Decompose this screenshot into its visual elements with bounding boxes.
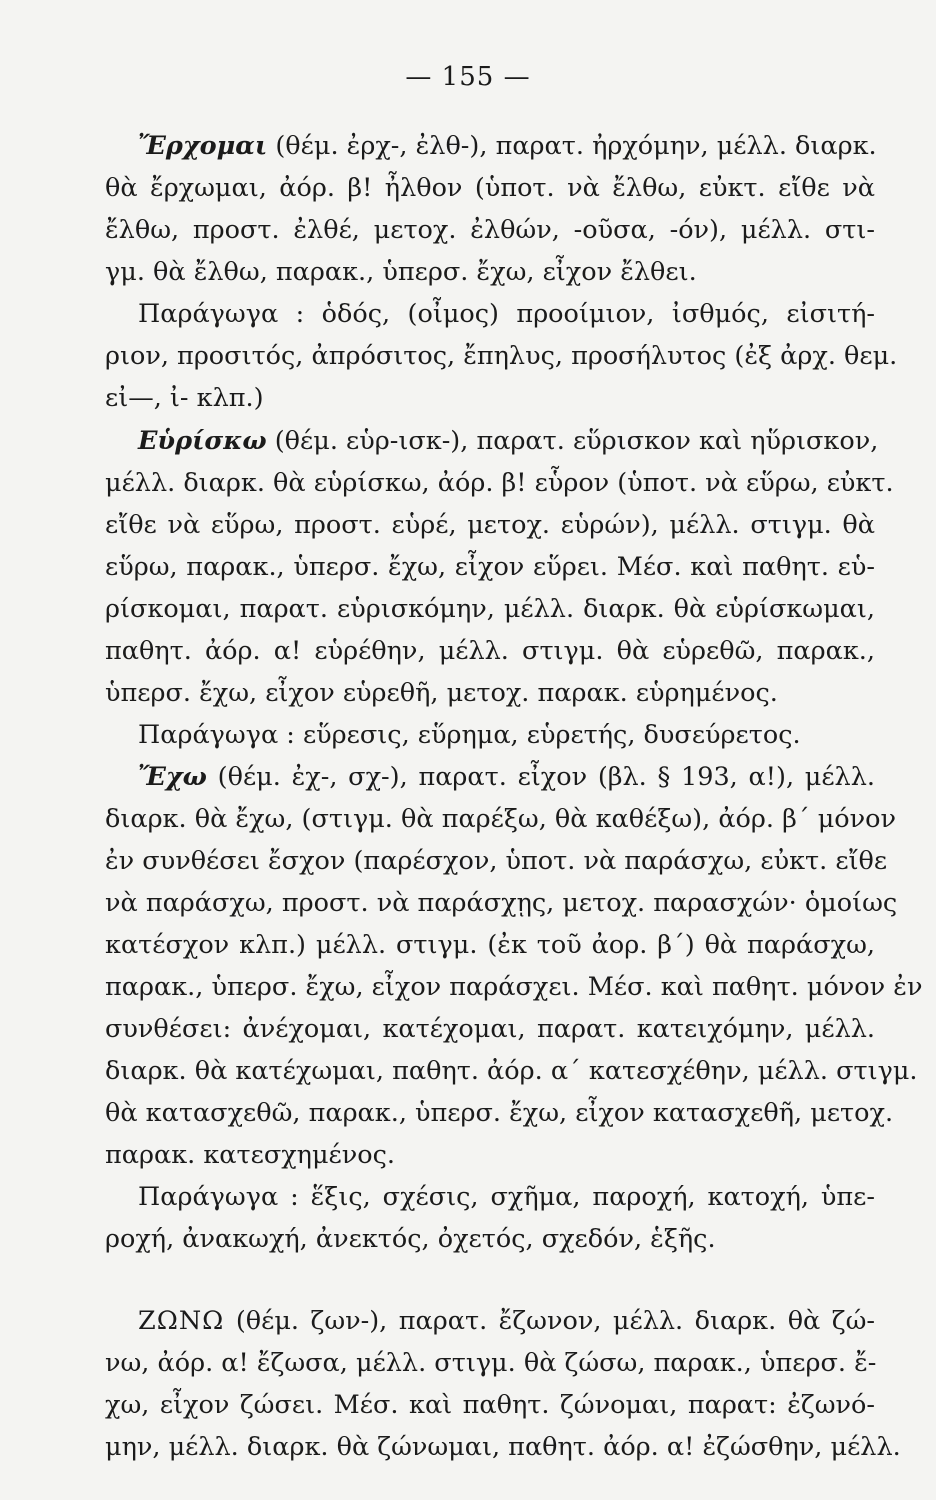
- text-line: εἴθε νὰ εὕρω, προστ. εὑρέ, μετοχ. εὑρών), μέλλ. στιγμ. θὰ: [105, 510, 875, 540]
- text-line: Ἔρχομαι (θέμ. ἐρχ-, ἐλθ-), παρατ. ἠρχόμην, μέλλ. διαρκ.: [138, 131, 877, 161]
- text-line: παρακ., ὑπερσ. ἔχω, εἶχον παράσχει. Μέσ. καὶ παθητ. μόνον ἐν: [105, 972, 923, 1002]
- text-line: ὑπερσ. ἔχω, εἶχον εὑρεθῆ, μετοχ. παρακ. εὑρημένος.: [105, 678, 778, 708]
- text-line: συνθέσει: ἀνέχομαι, κατέχομαι, παρατ. κατειχόμην, μέλλ.: [105, 1014, 875, 1044]
- text-line: Παράγωγα : ὁδός, (οἶμος) προοίμιον, ἰσθμός, εἰσιτή-: [138, 299, 875, 329]
- text-line: νὰ παράσχω, προστ. νὰ παράσχῃς, μετοχ. παρασχών· ὁμοίως: [105, 888, 898, 918]
- text-line: ριον, προσιτός, ἀπρόσιτος, ἔπηλυς, προσήλυτος (ἐξ ἀρχ. θεμ.: [105, 341, 898, 371]
- entry-headword: Εὑρίσκω: [138, 426, 267, 456]
- text-line: εὕρω, παρακ., ὑπερσ. ἔχω, εἶχον εὕρει. Μέσ. καὶ παθητ. εὑ-: [105, 552, 875, 582]
- text-line: ΖΩΝΩ (θέμ. ζων-), παρατ. ἔζωνον, μέλλ. διαρκ. θὰ ζώ-: [138, 1306, 875, 1336]
- text-line: παρακ. κατεσχημένος.: [105, 1140, 395, 1170]
- text-line: νω, ἀόρ. α! ἔζωσα, μέλλ. στιγμ. θὰ ζώσω, παρακ., ὑπερσ. ἔ-: [105, 1348, 877, 1378]
- text-line: Παράγωγα : εὕρεσις, εὕρημα, εὑρετής, δυσεύρετος.: [138, 720, 801, 750]
- text-line: θὰ κατασχεθῶ, παρακ., ὑπερσ. ἔχω, εἶχον κατασχεθῆ, μετοχ.: [105, 1098, 894, 1128]
- text-line: διαρκ. θὰ ἔχω, (στιγμ. θὰ παρέξω, θὰ καθέξω), ἀόρ. β΄ μόνον: [105, 804, 896, 834]
- text-line: ροχή, ἀνακωχή, ἀνεκτός, ὀχετός, σχεδόν, ἑξῆς.: [105, 1224, 716, 1254]
- text-line: μέλλ. διαρκ. θὰ εὑρίσκω, ἀόρ. β! εὗρον (ὑποτ. νὰ εὕρω, εὐκτ.: [105, 468, 894, 498]
- text-line: ρίσκομαι, παρατ. εὑρισκόμην, μέλλ. διαρκ. θὰ εὑρίσκωμαι,: [105, 594, 875, 624]
- entry-headword: Ἔρχομαι: [138, 131, 268, 161]
- text-line: ἔλθω, προστ. ἐλθέ, μετοχ. ἐλθών, -οῦσα, -όν), μέλλ. στι-: [105, 215, 875, 245]
- text-line: μην, μέλλ. διαρκ. θὰ ζώνωμαι, παθητ. ἀόρ. α! ἐζώσθην, μέλλ.: [105, 1432, 901, 1462]
- text-line: Παράγωγα : ἕξις, σχέσις, σχῆμα, παροχή, κατοχή, ὑπε-: [138, 1182, 875, 1212]
- text-line: γμ. θὰ ἔλθω, παρακ., ὑπερσ. ἔχω, εἶχον ἔλθει.: [105, 257, 697, 287]
- page-number: — 155 —: [405, 62, 531, 92]
- text-line: κατέσχον κλπ.) μέλλ. στιγμ. (ἐκ τοῦ ἀορ. β΄) θὰ παράσχω,: [105, 930, 875, 960]
- text-line: Εὑρίσκω (θέμ. εὑρ-ισκ-), παρατ. εὕρισκον καὶ ηὕρισκον,: [138, 426, 879, 456]
- entry-headword: ΖΩΝΩ: [138, 1306, 225, 1336]
- text-line: εἰ—, ἰ- κλπ.): [105, 383, 264, 413]
- text-line: Ἔχω (θέμ. ἐχ-, σχ-), παρατ. εἶχον (βλ. § 193, α!), μέλλ.: [138, 762, 875, 792]
- text-line: χω, εἶχον ζώσει. Μέσ. καὶ παθητ. ζώνομαι, παρατ: ἐζωνό-: [105, 1390, 875, 1420]
- text-line: παθητ. ἀόρ. α! εὑρέθην, μέλλ. στιγμ. θὰ εὑρεθῶ, παρακ.,: [105, 636, 875, 666]
- text-line: διαρκ. θὰ κατέχωμαι, παθητ. ἀόρ. α΄ κατεσχέθην, μέλλ. στιγμ.: [105, 1056, 918, 1086]
- text-line: ἐν συνθέσει ἔσχον (παρέσχον, ὑποτ. νὰ παράσχω, εὐκτ. εἴθε: [105, 846, 888, 876]
- text-line: θὰ ἔρχωμαι, ἀόρ. β! ἦλθον (ὑποτ. νὰ ἔλθω, εὐκτ. εἴθε νὰ: [105, 173, 875, 203]
- entry-headword: Ἔχω: [138, 762, 207, 792]
